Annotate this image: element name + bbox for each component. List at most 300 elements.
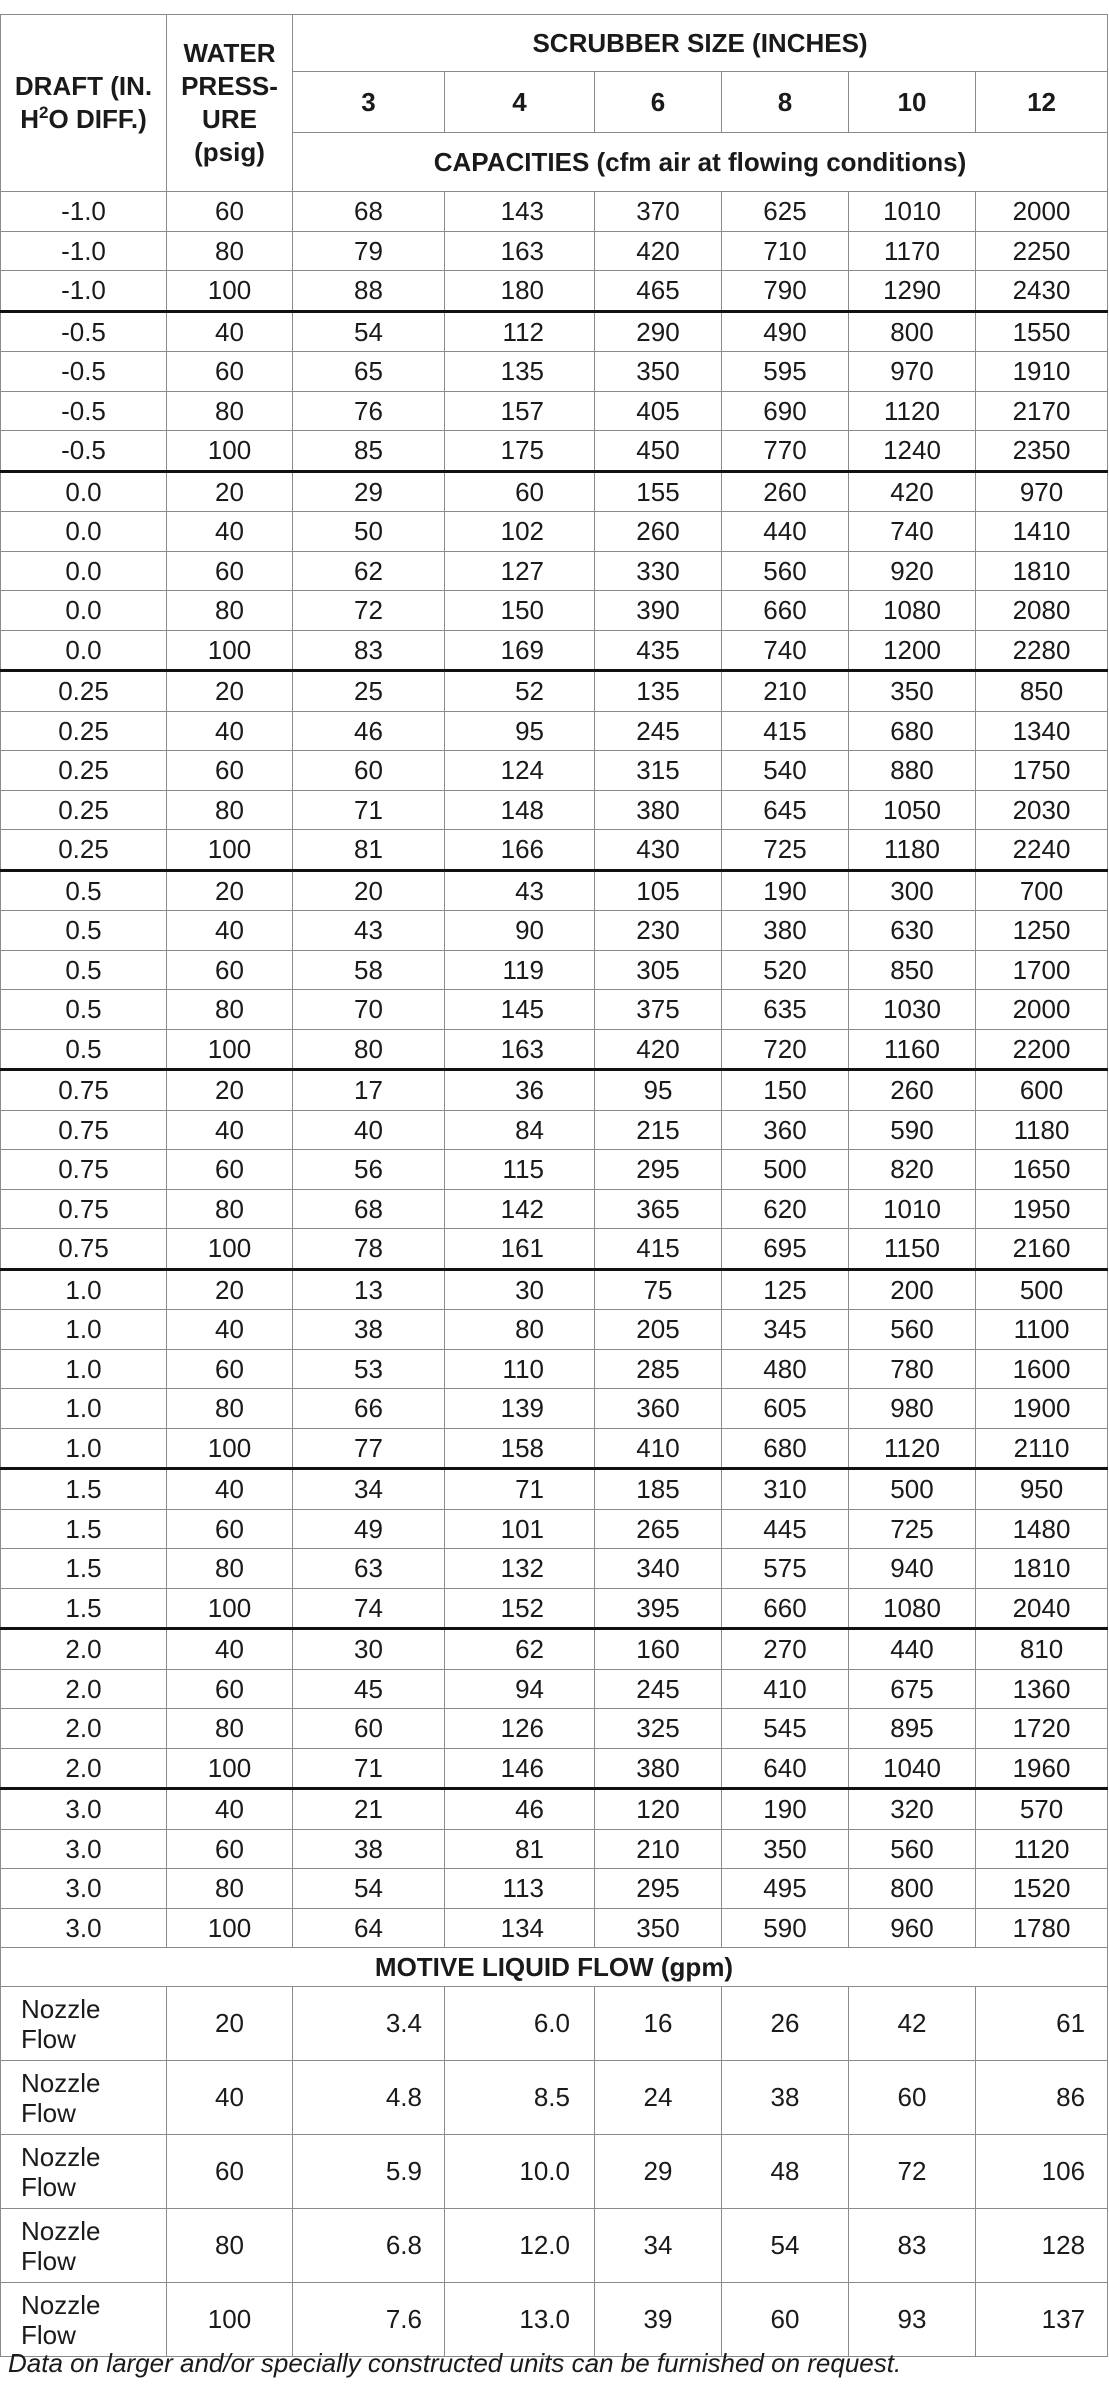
size-header-12: 12 [976, 72, 1108, 133]
capacity-cell: 110 [445, 1349, 595, 1389]
draft-cell: 3.0 [1, 1829, 167, 1869]
capacity-cell: 95 [445, 711, 595, 751]
nozzle-label-line1: Nozzle [21, 2141, 101, 2172]
capacity-cell: 66 [293, 1389, 445, 1429]
capacity-cell: 980 [849, 1389, 976, 1429]
table-row [1, 1269, 1108, 1310]
capacity-cell: 590 [722, 1908, 849, 1948]
capacity-cell: 85 [293, 431, 445, 472]
draft-cell: 0.75 [1, 1150, 167, 1190]
capacity-cell: 64 [293, 1908, 445, 1948]
capacity-cell: 160 [595, 1629, 722, 1670]
capacity-cell: 740 [849, 512, 976, 552]
capacity-cell: 166 [445, 830, 595, 871]
flow-cell: 60 [849, 2061, 976, 2135]
capacity-cell: 190 [722, 1789, 849, 1830]
table-row [1, 311, 1108, 352]
capacity-cell: 360 [595, 1389, 722, 1429]
capacity-cell: 13 [293, 1269, 445, 1310]
capacity-cell: 895 [849, 1709, 976, 1749]
pressure-cell: 40 [167, 911, 293, 951]
draft-cell: 0.25 [1, 830, 167, 871]
capacity-cell: 365 [595, 1189, 722, 1229]
table-row [1, 1029, 1108, 1070]
capacity-cell: 1120 [976, 1829, 1108, 1869]
capacity-cell: 38 [293, 1310, 445, 1350]
capacity-cell: 54 [293, 1869, 445, 1909]
pressure-cell: 80 [167, 790, 293, 830]
capacity-cell: 1100 [976, 1310, 1108, 1350]
draft-cell: -1.0 [1, 231, 167, 271]
capacity-cell: 560 [849, 1310, 976, 1350]
capacity-cell: 620 [722, 1189, 849, 1229]
table-row [1, 1428, 1108, 1469]
flow-cell: 48 [722, 2135, 849, 2209]
capacity-cell: 480 [722, 1349, 849, 1389]
capacity-cell: 390 [595, 591, 722, 631]
draft-cell: 0.75 [1, 1110, 167, 1150]
capacity-cell: 675 [849, 1669, 976, 1709]
capacity-cell: 157 [445, 391, 595, 431]
capacity-cell: 1180 [849, 830, 976, 871]
draft-cell: 0.75 [1, 1070, 167, 1111]
capacity-cell: 1120 [849, 391, 976, 431]
draft-column-header: DRAFT (IN. $H^2O$ DIFF.) [1, 15, 167, 192]
pressure-cell: 40 [167, 1629, 293, 1670]
table-row [1, 711, 1108, 751]
flow-cell: 26 [722, 1987, 849, 2061]
pressure-cell: 80 [167, 1189, 293, 1229]
pressure-cell: 100 [167, 1748, 293, 1789]
draft-cell: 3.0 [1, 1789, 167, 1830]
motive-liquid-flow-title: MOTIVE LIQUID FLOW (gpm) [1, 1948, 1108, 1987]
capacity-cell: 560 [849, 1829, 976, 1869]
capacity-cell: 380 [722, 911, 849, 951]
table-row [1, 1789, 1108, 1830]
flow-cell: 83 [849, 2209, 976, 2283]
capacity-cell: 1240 [849, 431, 976, 472]
capacity-cell: 350 [595, 1908, 722, 1948]
pressure-cell: 80 [167, 1389, 293, 1429]
capacity-cell: 1290 [849, 271, 976, 312]
footnote: Data on larger and/or specially constructed units can be furnished on request. [8, 2348, 902, 2378]
capacity-cell: 1950 [976, 1189, 1108, 1229]
capacities-subheader: CAPACITIES (cfm air at flowing conditions) [293, 133, 1108, 192]
capacity-cell: 520 [722, 950, 849, 990]
capacity-cell: 800 [849, 311, 976, 352]
pressure-cell: 60 [167, 950, 293, 990]
capacity-cell: 53 [293, 1349, 445, 1389]
capacity-cell: 660 [722, 1588, 849, 1629]
nozzle-label-line1: Nozzle [21, 2067, 101, 2098]
draft-cell: 1.0 [1, 1269, 167, 1310]
capacity-cell: 2280 [976, 630, 1108, 671]
size-header-6: 6 [595, 72, 722, 133]
size-header-10: 10 [849, 72, 976, 133]
pressure-cell: 40 [167, 1789, 293, 1830]
table-row [1, 2283, 1108, 2357]
capacity-cell: 1080 [849, 1588, 976, 1629]
draft-cell: 0.25 [1, 671, 167, 712]
capacity-cell: 800 [849, 1869, 976, 1909]
capacity-cell: 63 [293, 1549, 445, 1589]
capacity-cell: 135 [595, 671, 722, 712]
capacity-cell: 465 [595, 271, 722, 312]
capacity-cell: 2000 [976, 990, 1108, 1030]
capacity-cell: 1200 [849, 630, 976, 671]
scrubber-capacity-table [0, 14, 1108, 2357]
draft-cell: 1.0 [1, 1389, 167, 1429]
table-row [1, 2135, 1108, 2209]
pressure-cell: 60 [167, 1829, 293, 1869]
table-row [1, 1509, 1108, 1549]
nozzle-label-line2: Flow [21, 2023, 76, 2054]
capacity-cell: 710 [722, 231, 849, 271]
table-row [1, 1748, 1108, 1789]
draft-cell: 3.0 [1, 1869, 167, 1909]
capacity-cell: 77 [293, 1428, 445, 1469]
capacity-table-container [0, 14, 1109, 2357]
table-row [1, 790, 1108, 830]
capacity-cell: 30 [445, 1269, 595, 1310]
pressure-cell: 60 [167, 1509, 293, 1549]
capacity-cell: 143 [445, 192, 595, 232]
draft-cell: 2.0 [1, 1748, 167, 1789]
pressure-cell: 80 [167, 990, 293, 1030]
capacity-cell: 119 [445, 950, 595, 990]
capacity-cell: 590 [849, 1110, 976, 1150]
pressure-cell: 60 [167, 551, 293, 591]
pressure-cell: 100 [167, 2283, 293, 2357]
draft-cell: 0.0 [1, 591, 167, 631]
capacity-cell: 113 [445, 1869, 595, 1909]
pressure-cell: 100 [167, 1588, 293, 1629]
capacity-cell: 430 [595, 830, 722, 871]
capacity-cell: 740 [722, 630, 849, 671]
capacity-cell: 70 [293, 990, 445, 1030]
capacity-cell: 320 [849, 1789, 976, 1830]
capacity-cell: 75 [595, 1269, 722, 1310]
capacity-cell: 1480 [976, 1509, 1108, 1549]
capacity-cell: 560 [722, 551, 849, 591]
pressure-cell: 20 [167, 1987, 293, 2061]
capacity-cell: 850 [976, 671, 1108, 712]
capacity-cell: 1340 [976, 711, 1108, 751]
pressure-cell: 80 [167, 231, 293, 271]
capacity-cell: 17 [293, 1070, 445, 1111]
capacity-cell: 970 [849, 352, 976, 392]
capacity-cell: 245 [595, 1669, 722, 1709]
capacity-cell: 940 [849, 1549, 976, 1589]
capacity-cell: 370 [595, 192, 722, 232]
capacity-cell: 310 [722, 1469, 849, 1510]
capacity-cell: 1700 [976, 950, 1108, 990]
capacity-rows [1, 192, 1108, 1948]
capacity-cell: 115 [445, 1150, 595, 1190]
capacity-cell: 1960 [976, 1748, 1108, 1789]
table-row [1, 870, 1108, 911]
capacity-cell: 350 [849, 671, 976, 712]
flow-cell: 54 [722, 2209, 849, 2283]
flow-cell: 4.8 [293, 2061, 445, 2135]
size-header-4: 4 [445, 72, 595, 133]
capacity-cell: 20 [293, 870, 445, 911]
capacity-cell: 1360 [976, 1669, 1108, 1709]
flow-cell: 6.8 [293, 2209, 445, 2283]
nozzle-flow-rows [1, 1987, 1108, 2357]
draft-cell: 0.0 [1, 512, 167, 552]
flow-cell: 7.6 [293, 2283, 445, 2357]
draft-cell: 1.5 [1, 1588, 167, 1629]
draft-cell: -1.0 [1, 192, 167, 232]
table-row [1, 751, 1108, 791]
capacity-cell: 245 [595, 711, 722, 751]
capacity-cell: 80 [445, 1310, 595, 1350]
capacity-cell: 315 [595, 751, 722, 791]
pressure-cell: 100 [167, 830, 293, 871]
capacity-cell: 1910 [976, 352, 1108, 392]
draft-cell: 0.0 [1, 471, 167, 512]
draft-cell: 2.0 [1, 1669, 167, 1709]
capacity-cell: 2030 [976, 790, 1108, 830]
capacity-cell: 640 [722, 1748, 849, 1789]
capacity-cell: 1900 [976, 1389, 1108, 1429]
capacity-cell: 295 [595, 1869, 722, 1909]
capacity-cell: 72 [293, 591, 445, 631]
table-row [1, 1549, 1108, 1589]
pressure-cell: 40 [167, 2061, 293, 2135]
capacity-cell: 600 [976, 1070, 1108, 1111]
capacity-cell: 495 [722, 1869, 849, 1909]
capacity-cell: 40 [293, 1110, 445, 1150]
capacity-cell: 695 [722, 1229, 849, 1270]
capacity-cell: 490 [722, 311, 849, 352]
capacity-cell: 270 [722, 1629, 849, 1670]
table-row [1, 911, 1108, 951]
draft-cell: 2.0 [1, 1709, 167, 1749]
capacity-cell: 595 [722, 352, 849, 392]
pressure-cell: 60 [167, 1669, 293, 1709]
capacity-cell: 102 [445, 512, 595, 552]
capacity-cell: 210 [722, 671, 849, 712]
capacity-cell: 1650 [976, 1150, 1108, 1190]
pressure-cell: 80 [167, 591, 293, 631]
table-row [1, 950, 1108, 990]
capacity-cell: 79 [293, 231, 445, 271]
capacity-cell: 605 [722, 1389, 849, 1429]
pressure-cell: 60 [167, 192, 293, 232]
pressure-cell: 100 [167, 1029, 293, 1070]
table-row [1, 1229, 1108, 1270]
capacity-cell: 215 [595, 1110, 722, 1150]
nozzle-label-line2: Flow [21, 2319, 76, 2350]
capacity-cell: 630 [849, 911, 976, 951]
capacity-cell: 46 [293, 711, 445, 751]
pressure-cell: 100 [167, 271, 293, 312]
capacity-cell: 2200 [976, 1029, 1108, 1070]
table-row [1, 1987, 1108, 2061]
flow-cell: 34 [595, 2209, 722, 2283]
pressure-cell: 40 [167, 311, 293, 352]
flow-cell: 8.5 [445, 2061, 595, 2135]
capacity-cell: 2160 [976, 1229, 1108, 1270]
capacity-cell: 2040 [976, 1588, 1108, 1629]
capacity-cell: 575 [722, 1549, 849, 1589]
flow-cell: 12.0 [445, 2209, 595, 2283]
capacity-cell: 200 [849, 1269, 976, 1310]
capacity-cell: 88 [293, 271, 445, 312]
capacity-cell: 30 [293, 1629, 445, 1670]
capacity-cell: 68 [293, 192, 445, 232]
capacity-cell: 645 [722, 790, 849, 830]
capacity-cell: 635 [722, 990, 849, 1030]
water-pressure-column-header: WATER PRESS- URE (psig) [167, 15, 293, 192]
capacity-cell: 43 [293, 911, 445, 951]
capacity-cell: 62 [445, 1629, 595, 1670]
capacity-cell: 34 [293, 1469, 445, 1510]
capacity-cell: 405 [595, 391, 722, 431]
capacity-cell: 139 [445, 1389, 595, 1429]
pressure-cell: 60 [167, 1150, 293, 1190]
capacity-cell: 135 [445, 352, 595, 392]
capacity-cell: 1520 [976, 1869, 1108, 1909]
capacity-cell: 1010 [849, 192, 976, 232]
capacity-cell: 1720 [976, 1709, 1108, 1749]
capacity-cell: 38 [293, 1829, 445, 1869]
capacity-cell: 375 [595, 990, 722, 1030]
capacity-cell: 125 [722, 1269, 849, 1310]
capacity-cell: 150 [722, 1070, 849, 1111]
capacity-cell: 920 [849, 551, 976, 591]
capacity-cell: 2240 [976, 830, 1108, 871]
pressure-cell: 60 [167, 2135, 293, 2209]
capacity-cell: 80 [293, 1029, 445, 1070]
capacity-cell: 1010 [849, 1189, 976, 1229]
draft-cell: 1.5 [1, 1469, 167, 1510]
capacity-cell: 680 [722, 1428, 849, 1469]
nozzle-label-line2: Flow [21, 2171, 76, 2202]
draft-cell: -1.0 [1, 271, 167, 312]
capacity-cell: 36 [445, 1070, 595, 1111]
capacity-cell: 175 [445, 431, 595, 472]
table-row [1, 192, 1108, 232]
capacity-cell: 260 [849, 1070, 976, 1111]
table-row [1, 1669, 1108, 1709]
capacity-cell: 60 [293, 751, 445, 791]
nozzle-flow-label [1, 2135, 167, 2209]
flow-cell: 72 [849, 2135, 976, 2209]
capacity-cell: 2350 [976, 431, 1108, 472]
flow-cell: 93 [849, 2283, 976, 2357]
draft-cell: -0.5 [1, 311, 167, 352]
draft-cell: -0.5 [1, 352, 167, 392]
capacity-cell: 150 [445, 591, 595, 631]
capacity-cell: 960 [849, 1908, 976, 1948]
capacity-cell: 970 [976, 471, 1108, 512]
capacity-cell: 350 [722, 1829, 849, 1869]
draft-cell: 1.5 [1, 1549, 167, 1589]
capacity-cell: 185 [595, 1469, 722, 1510]
capacity-cell: 120 [595, 1789, 722, 1830]
nozzle-label-line1: Nozzle [21, 2215, 101, 2246]
capacity-cell: 420 [849, 471, 976, 512]
capacity-cell: 415 [595, 1229, 722, 1270]
pressure-cell: 40 [167, 1469, 293, 1510]
nozzle-flow-label [1, 2061, 167, 2135]
pressure-cell: 20 [167, 671, 293, 712]
draft-cell: 0.5 [1, 950, 167, 990]
nozzle-label-line2: Flow [21, 2097, 76, 2128]
pressure-cell: 20 [167, 870, 293, 911]
capacity-cell: 180 [445, 271, 595, 312]
capacity-cell: 163 [445, 231, 595, 271]
capacity-cell: 445 [722, 1509, 849, 1549]
capacity-cell: 210 [595, 1829, 722, 1869]
capacity-cell: 49 [293, 1509, 445, 1549]
table-row [1, 1189, 1108, 1229]
table-row [1, 391, 1108, 431]
capacity-cell: 700 [976, 870, 1108, 911]
table-row [1, 512, 1108, 552]
capacity-cell: 1600 [976, 1349, 1108, 1389]
draft-cell: 1.5 [1, 1509, 167, 1549]
flow-cell: 10.0 [445, 2135, 595, 2209]
capacity-cell: 1180 [976, 1110, 1108, 1150]
flow-cell: 3.4 [293, 1987, 445, 2061]
pressure-cell: 100 [167, 431, 293, 472]
capacity-cell: 265 [595, 1509, 722, 1549]
capacity-cell: 1250 [976, 911, 1108, 951]
pressure-cell: 40 [167, 711, 293, 751]
capacity-cell: 260 [595, 512, 722, 552]
capacity-cell: 83 [293, 630, 445, 671]
capacity-cell: 380 [595, 1748, 722, 1789]
capacity-cell: 1050 [849, 790, 976, 830]
flow-cell: 24 [595, 2061, 722, 2135]
capacity-cell: 295 [595, 1150, 722, 1190]
table-row [1, 271, 1108, 312]
capacity-cell: 163 [445, 1029, 595, 1070]
table-row [1, 1150, 1108, 1190]
capacity-cell: 345 [722, 1310, 849, 1350]
capacity-cell: 360 [722, 1110, 849, 1150]
capacity-cell: 625 [722, 192, 849, 232]
capacity-cell: 54 [293, 311, 445, 352]
pressure-cell: 100 [167, 1908, 293, 1948]
capacity-cell: 1080 [849, 591, 976, 631]
draft-cell: 3.0 [1, 1908, 167, 1948]
capacity-cell: 60 [293, 1709, 445, 1749]
pressure-cell: 80 [167, 1709, 293, 1749]
capacity-cell: 43 [445, 870, 595, 911]
table-row [1, 431, 1108, 472]
pressure-cell: 80 [167, 2209, 293, 2283]
flow-cell: 5.9 [293, 2135, 445, 2209]
capacity-cell: 810 [976, 1629, 1108, 1670]
flow-cell: 16 [595, 1987, 722, 2061]
pressure-cell: 100 [167, 1229, 293, 1270]
capacity-cell: 450 [595, 431, 722, 472]
capacity-cell: 880 [849, 751, 976, 791]
capacity-cell: 500 [976, 1269, 1108, 1310]
capacity-cell: 25 [293, 671, 445, 712]
draft-cell: 0.5 [1, 870, 167, 911]
capacity-cell: 21 [293, 1789, 445, 1830]
flow-cell: 137 [976, 2283, 1108, 2357]
capacity-cell: 112 [445, 311, 595, 352]
pressure-cell: 20 [167, 1070, 293, 1111]
table-row [1, 1908, 1108, 1948]
